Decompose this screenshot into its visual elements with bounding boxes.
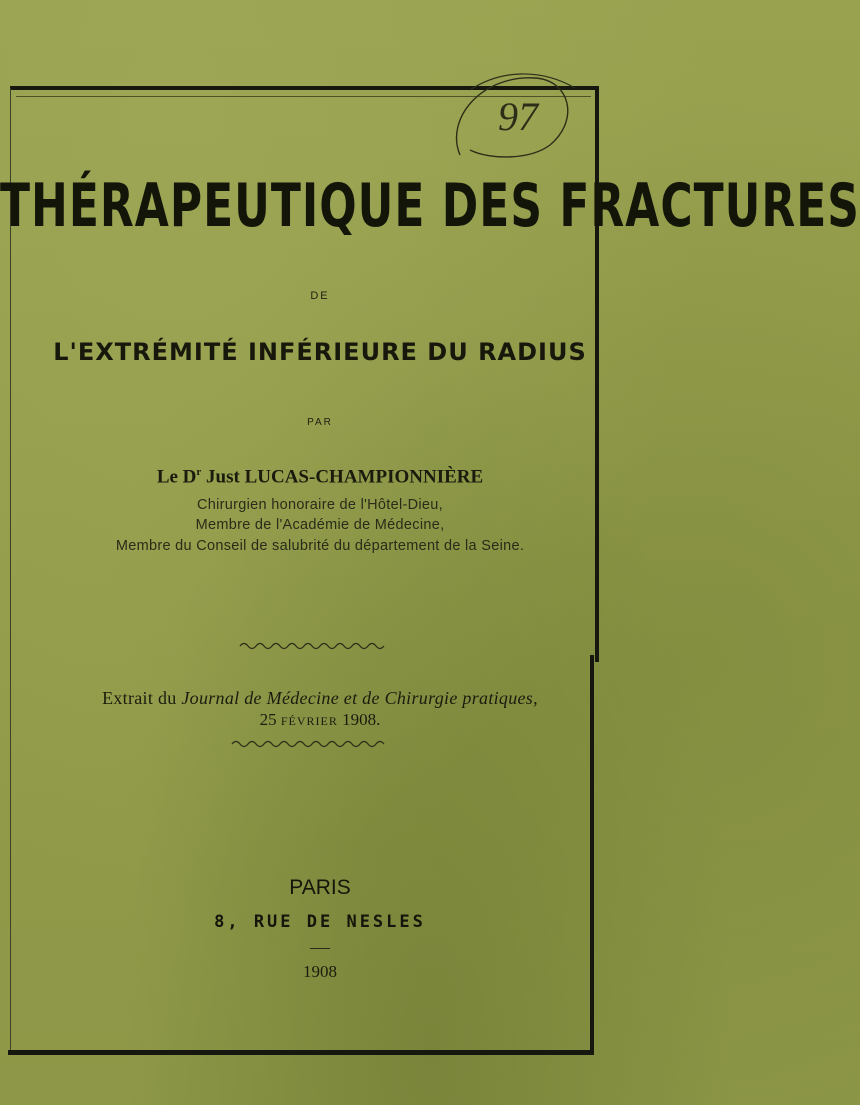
journal-title: Journal de Médecine et de Chirurgie pratiques, (181, 688, 538, 708)
credential-line: Chirurgien honoraire de l'Hôtel-Dieu, (197, 497, 443, 513)
credential-line: Membre du Conseil de salubrité du département de la Seine. (115, 538, 525, 554)
date-year: 1908. (342, 710, 381, 729)
extract-prefix: Extrait du (102, 688, 177, 708)
publisher-address: 8, RUE DE NESLES (214, 912, 426, 932)
publisher-city: PARIS (289, 876, 351, 899)
publication-year: 1908 (303, 962, 337, 981)
stamp-number: 97 (498, 94, 538, 139)
title-connector: DE (310, 290, 330, 302)
document-title: THÉRAPEUTIQUE DES FRACTURES (0, 172, 860, 241)
author-name: Just LUCAS-CHAMPIONNIÈRE (206, 466, 484, 488)
wavy-ornament-rule (0, 738, 640, 750)
credential-line: Membre de l'Académie de Médecine, (195, 517, 445, 533)
wavy-ornament-rule (0, 640, 640, 652)
author-prefix-sup: r (196, 466, 202, 478)
date-month: FÉVRIER (280, 714, 338, 728)
author-prefix: Le D (156, 466, 197, 488)
date-day: 25 (259, 710, 277, 729)
separator-dash (310, 948, 330, 949)
author-by-label: PAR (307, 417, 333, 428)
extract-line (0, 688, 640, 709)
border-bottom-rule (8, 1050, 594, 1055)
library-stamp (440, 60, 580, 170)
document-subtitle: L'EXTRÉMITÉ INFÉRIEURE DU RADIUS (53, 338, 587, 366)
publication-date (0, 710, 640, 730)
author-line (0, 466, 640, 488)
